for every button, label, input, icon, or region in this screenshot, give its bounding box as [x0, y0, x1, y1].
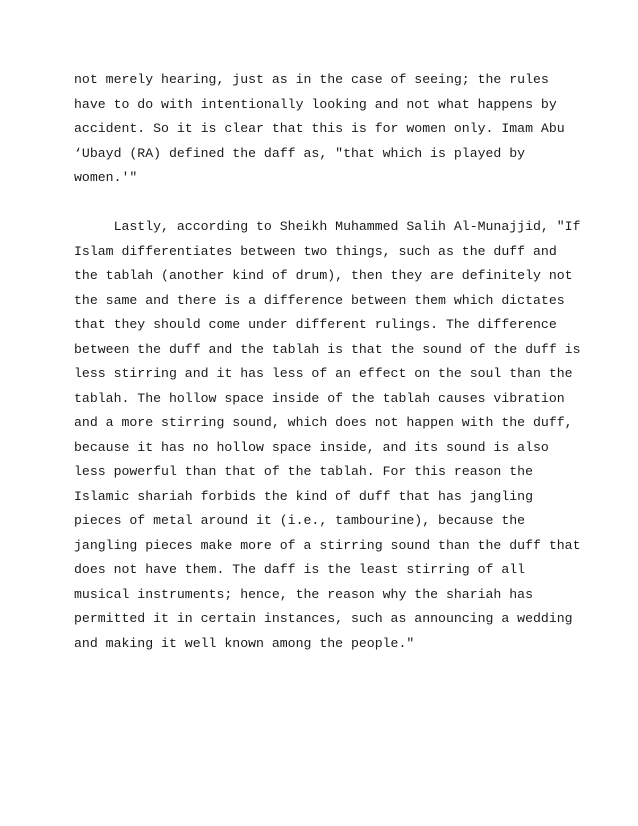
text-line: accident. So it is clear that this is for women only. Imam Abu: [74, 121, 565, 136]
paragraph-spacer: [74, 191, 574, 216]
document-body: [74, 68, 581, 656]
text-line: the same and there is a difference between them which dictates: [74, 292, 565, 308]
text-line: and making it well known among the people.": [74, 635, 415, 651]
text-line: Lastly, according to Sheikh Muhammed Salih Al-Munajjid, "If: [74, 219, 581, 234]
text-line: between the duff and the tablah is that the sound of the duff is: [74, 341, 581, 357]
text-line: and a more stirring sound, which does not happen with the duff,: [74, 415, 573, 430]
text-line: women.'": [74, 170, 138, 185]
text-line: the tablah (another kind of drum), then they are definitely not: [74, 268, 573, 283]
text-line: ‘Ubayd (RA) defined the daff as, "that which is played by: [74, 145, 526, 161]
text-line: less stirring and it has less of an effect on the soul than the: [74, 366, 573, 381]
text-line: jangling pieces make more of a stirring sound than the duff that: [74, 537, 581, 553]
text-line: not merely hearing, just as in the case of seeing; the rules: [74, 72, 549, 87]
text-line: have to do with intentionally looking and not what happens by: [74, 96, 557, 112]
text-line: musical instruments; hence, the reason why the shariah has: [74, 586, 533, 602]
text-line: pieces of metal around it (i.e., tambourine), because the: [74, 513, 526, 528]
text-line: because it has no hollow space inside, and its sound is also: [74, 439, 549, 455]
text-line: permitted it in certain instances, such as announcing a wedding: [74, 611, 573, 626]
text-line: that they should come under different rulings. The difference: [74, 317, 557, 332]
text-line: less powerful than that of the tablah. For this reason the: [74, 464, 533, 479]
text-line: Islam differentiates between two things, such as the duff and: [74, 243, 557, 259]
text-line: does not have them. The daff is the least stirring of all: [74, 562, 526, 577]
text-line: tablah. The hollow space inside of the tablah causes vibration: [74, 390, 565, 406]
paragraph-1: [74, 68, 574, 191]
text-line: Islamic shariah forbids the kind of duff that has jangling: [74, 488, 533, 504]
paragraph-2: [74, 215, 581, 656]
